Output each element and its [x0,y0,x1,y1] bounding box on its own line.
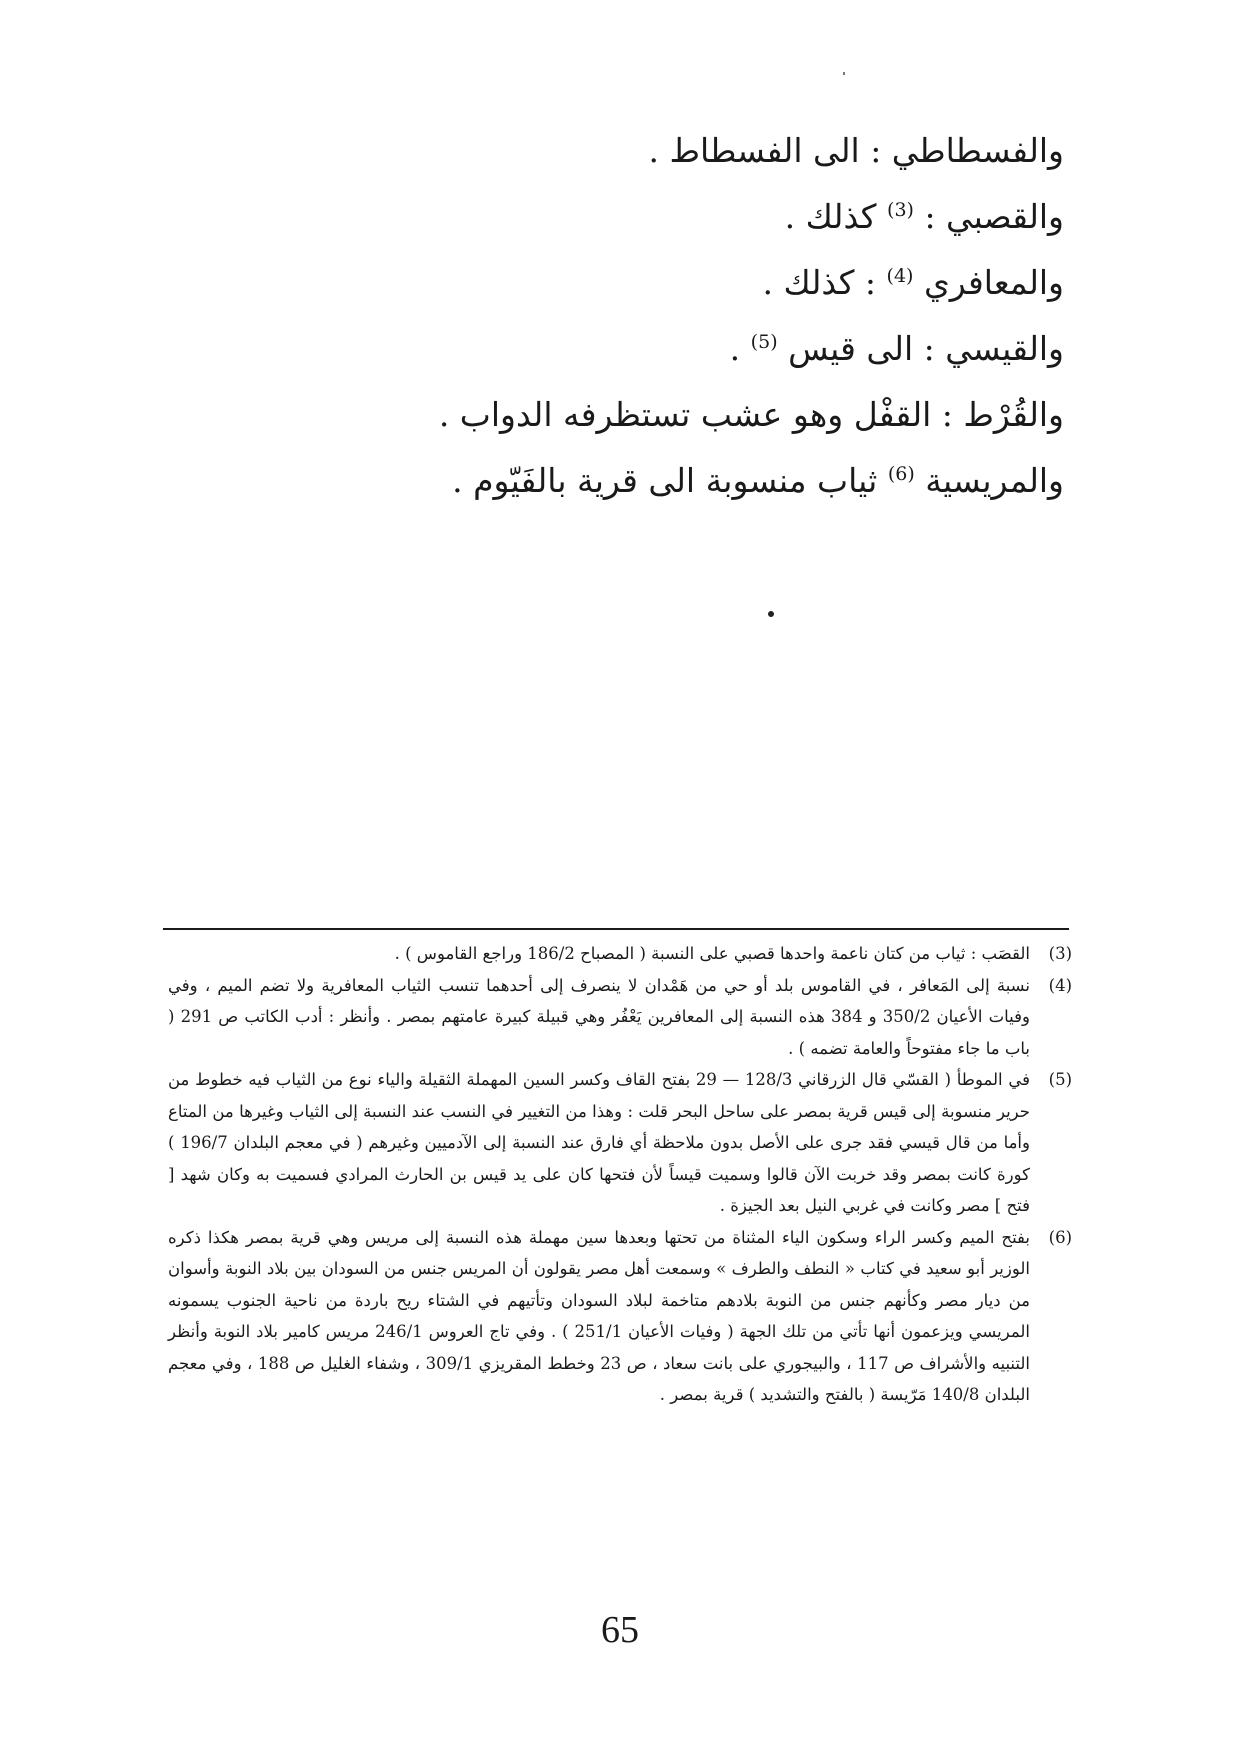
entry-text: والمعافري [923,263,1064,302]
entry-text-after: كذلك . [784,197,877,236]
footnote-text: بفتح الميم وكسر الراء وسكون الياء المثناة من تحتها وبعدها سين مهملة هذه النسبة إلى مريس وهي قرية بمصر هكذا ذكره الوزير أبو سعيد في كتاب « النطف والطرف » وسمعت أهل مصر يقولون أن المريس جنس من السودان بين بلاد النوبة وأسوان من ديار مصر وكأنهم جنس من النوبة بلادهم متاخمة لبلاد السودان وتأتيهم في الشتاء ريح باردة من ناحية الجنوب يسمونه المريسي ويزعمون أنها تأتي من تلك الجهة ( وفيات الأعيان 251/1 ) . وفي تاج العروس 246/1 مريس كامير بلاد النوبة وأنظر التنبيه والأشراف ص 117 ، والبيجوري على بانت سعاد ، ص 23 وخطط المقريزي 309/1 ، وشفاء الغليل ص 188 ، وفي معجم البلدان 140/8 مَرّيسة ( بالفتح والتشديد ) قرية بمصر . [168,1227,1030,1404]
entry-qurt [364,382,1064,448]
footnote-4 [168,970,1072,1065]
footnote-ref[interactable]: (5) [750,331,778,353]
footnote-number: (4) [1048,975,1072,995]
footnotes [168,938,1072,1411]
entry-text-after: ثياب منسوبة الى قرية بالفَيّوم . [452,461,878,500]
footnote-ref[interactable]: (3) [887,199,914,221]
entry-text: والقصبي : [924,197,1064,236]
entry-text: والفسطاطي : الى الفسطاط . [648,131,1064,170]
entry-text-after: . [729,329,741,368]
footnote-text: نسبة إلى المَعافر ، في القاموس بلد أو حي من هَمْدان لا ينصرف إلى أحدهما تنسب الثياب المعافرية ولا تضم الميم ، وفي وفيات الأعيان 350/2 و 384 هذه النسبة إلى المعافرين يَعْفُر وهي قبيلة كبيرة عامتهم بمصر . وأنظر : أدب الكاتب ص 291 ( باب ما جاء مفتوحاً والعامة تضمه ) . [168,975,1030,1058]
entry-qasabi [364,184,1064,250]
entry-qaysi [364,316,1064,382]
scan-dot [768,611,774,617]
entry-text: والمريسية [925,461,1064,500]
entry-text: والقيسي : الى قيس [788,329,1064,368]
footnote-number: (5) [1048,1070,1072,1089]
footnote-ref[interactable]: (6) [887,463,915,485]
entry-maafiri [364,250,1064,316]
footnote-6 [168,1222,1072,1411]
footnote-ref[interactable]: (4) [886,265,914,287]
main-text [364,118,1064,514]
footnote-text: في الموطأ ( القسّي قال الزرقاني 128/3 — 29 بفتح القاف وكسر السين المهملة الثقيلة والياء نوع من الثياب فيه خطوط من حرير منسوبة إلى قيس قرية بمصر على ساحل البحر قلت : وهذا من التغيير في النسب عند النسبة إلى الثياب وغيرها من المتاع وأما من قال قيسي فقد جرى على الأصل بدون ملاحظة أي فارق عند النسبة إلى الآدميين وغيرهم ( في معجم البلدان 196/7 ) كورة كانت بمصر وقد خربت الآن قالوا وسميت قيساً لأن فتحها كان على يد قيس بن الحارث المرادي فسميت به وكان شهد [ فتح ] مصر وكانت في غربي النيل بعد الجيزة . [168,1070,1030,1215]
entry-text-after: : كذلك . [762,263,877,302]
scan-speck [843,72,845,75]
footnote-number: (3) [1048,944,1072,963]
entry-fustati [364,118,1064,184]
footnote-3 [168,938,1072,970]
footnote-divider [163,928,1069,930]
footnote-text: القصَب : ثياب من كتان ناعمة واحدها قصبي على النسبة ( المصباح 186/2 وراجع القاموس ) . [394,944,1030,963]
page-number: 65 [601,1609,639,1651]
entry-murisiyya [364,448,1064,514]
entry-text: والقُرْط : القفْل وهو عشب تستظرفه الدواب . [438,395,1064,434]
footnote-number: (6) [1048,1227,1072,1247]
footnote-5 [168,1064,1072,1222]
